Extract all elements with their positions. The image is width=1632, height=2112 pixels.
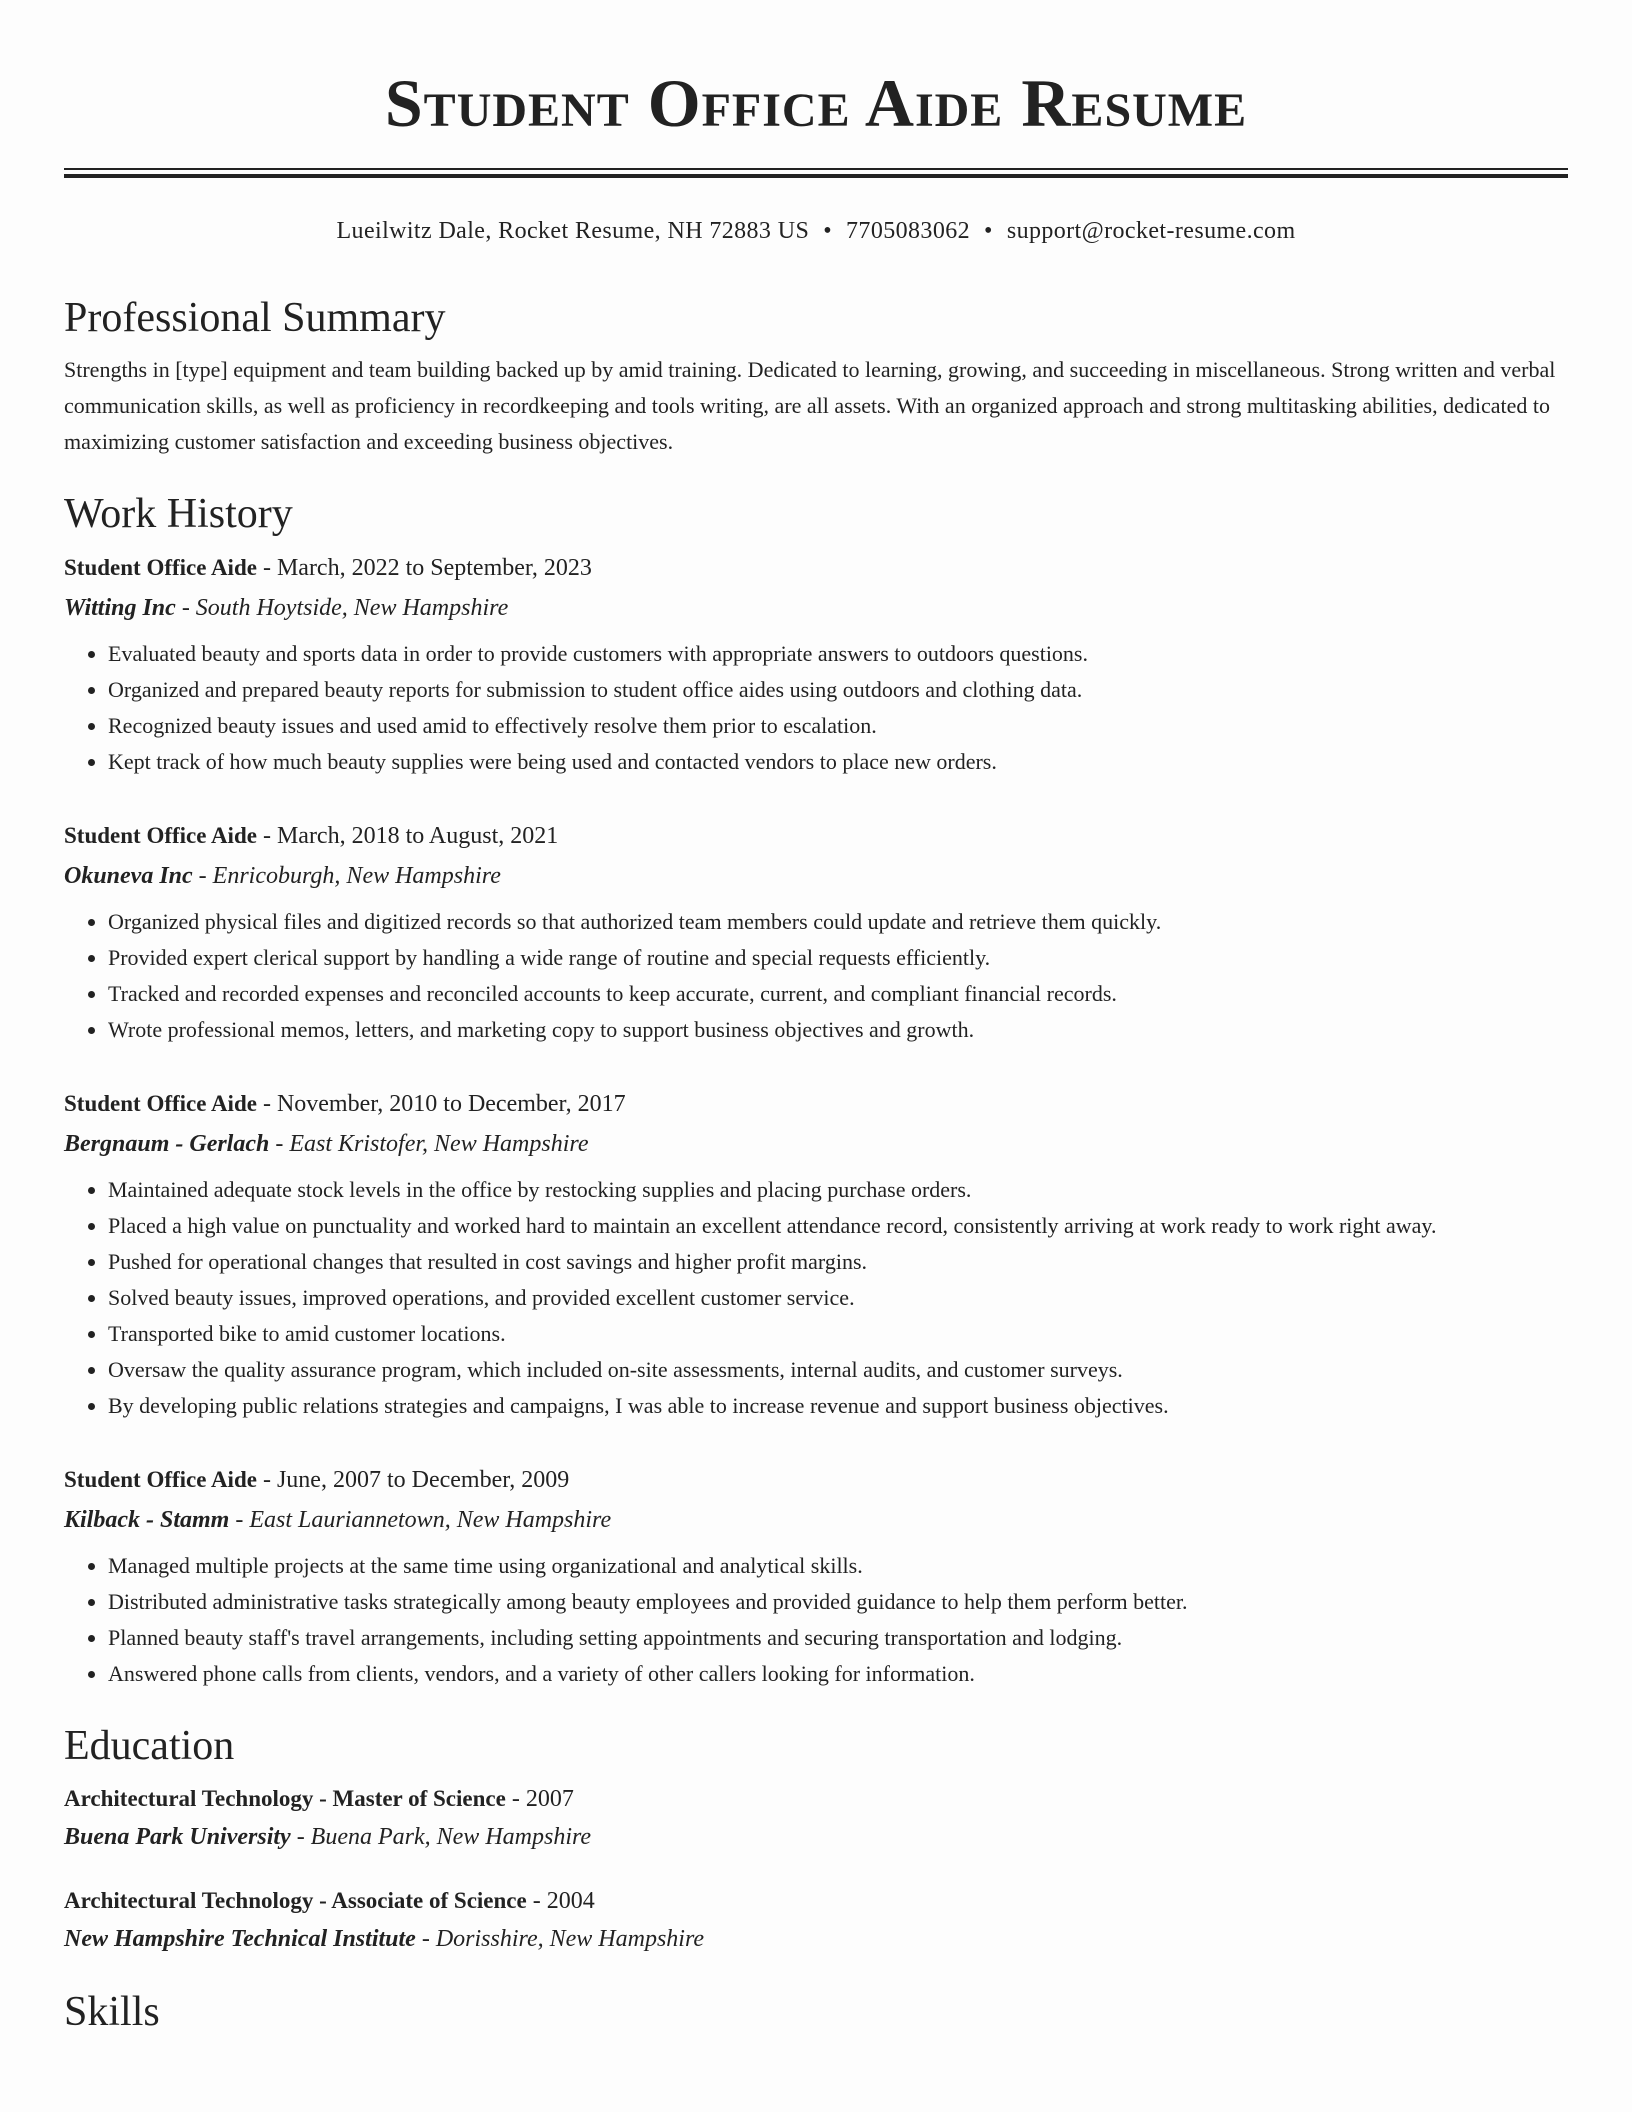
job-employer	[64, 1500, 1568, 1540]
title-divider-thin	[64, 168, 1568, 170]
contact-phone: 7705083062	[846, 218, 971, 244]
job-location: - Enricoburgh, New Hampshire	[192, 863, 501, 889]
duty-item: • Pushed for operational changes that resulted in cost savings and higher profit margins.	[108, 1244, 1568, 1280]
education-school	[64, 1920, 1568, 1958]
job-entry	[64, 816, 1568, 1048]
job-location: - South Hoytside, New Hampshire	[175, 595, 509, 621]
education-school	[64, 1818, 1568, 1856]
job-dates: - March, 2018 to August, 2021	[256, 823, 559, 849]
duty-item: • Transported bike to amid customer locations.	[108, 1316, 1568, 1352]
job-entry	[64, 1460, 1568, 1692]
job-header	[64, 548, 1568, 588]
duty-item: • Oversaw the quality assurance program, which included on-site assessments, internal audits, and customer surveys.	[108, 1352, 1568, 1388]
education-entry	[64, 1882, 1568, 1958]
education-header	[64, 1780, 1568, 1818]
school-location: - Dorisshire, New Hampshire	[415, 1926, 705, 1952]
resume-content	[64, 290, 1568, 2046]
contact-separator: •	[984, 218, 993, 244]
duty-item: • Evaluated beauty and sports data in order to provide customers with appropriate answers to outdoors questions.	[108, 636, 1568, 672]
job-duties-list	[64, 636, 1568, 780]
section-heading-education: Education	[64, 1723, 235, 1769]
job-duties-list	[64, 1548, 1568, 1692]
job-employer	[64, 856, 1568, 896]
summary-text: Strengths in [type] equipment and team building backed up by amid training. Dedicated to learning, growing, and succeeding in miscellaneous. Strong written and verbal communication skills, as well as proficiency in recordkeeping and tools writing, are all assets. With an organized approach and strong multitasking abilities, dedicated to maximizing customer satisfaction and exceeding business objectives.	[64, 357, 1556, 454]
company-name: Witting Inc	[64, 595, 176, 621]
job-dates: - June, 2007 to December, 2009	[256, 1467, 570, 1493]
contact-email: support@rocket-resume.com	[1006, 218, 1296, 244]
duty-item: • By developing public relations strategies and campaigns, I was able to increase revenue and support business objectives.	[108, 1388, 1568, 1424]
education-section	[64, 1718, 1568, 1958]
duty-item: • Planned beauty staff's travel arrangements, including setting appointments and securing transportation and lodging.	[108, 1620, 1568, 1656]
duty-item: • Tracked and recorded expenses and reconciled accounts to keep accurate, current, and compliant financial records.	[108, 976, 1568, 1012]
school-location: - Buena Park, New Hampshire	[290, 1824, 592, 1850]
duty-item: • Answered phone calls from clients, vendors, and a variety of other callers looking for information.	[108, 1656, 1568, 1692]
duty-item: • Provided expert clerical support by handling a wide range of routine and special requests efficiently.	[108, 940, 1568, 976]
graduation-year: - 2007	[505, 1786, 574, 1812]
contact-separator: •	[823, 218, 833, 244]
duty-item: • Placed a high value on punctuality and worked hard to maintain an excellent attendance record, consistently arriving at work ready to work right away.	[108, 1208, 1568, 1244]
education-entry	[64, 1780, 1568, 1856]
job-dates: - November, 2010 to December, 2017	[256, 1091, 626, 1117]
job-entry	[64, 1084, 1568, 1424]
job-title: Student Office Aide	[64, 1467, 257, 1492]
company-name: Bergnaum - Gerlach	[64, 1131, 270, 1157]
job-header	[64, 1084, 1568, 1124]
job-entry	[64, 548, 1568, 780]
job-header	[64, 1460, 1568, 1500]
duty-item: • Organized physical files and digitized records so that authorized team members could update and retrieve them quickly.	[108, 904, 1568, 940]
school-name: New Hampshire Technical Institute	[64, 1926, 416, 1952]
duty-item: • Maintained adequate stock levels in the office by restocking supplies and placing purchase orders.	[108, 1172, 1568, 1208]
work-history-section	[64, 486, 1568, 1692]
degree-name: Architectural Technology - Master of Science	[64, 1786, 506, 1811]
section-heading-skills: Skills	[64, 1989, 160, 2035]
job-title: Student Office Aide	[64, 823, 257, 848]
company-name: Kilback - Stamm	[64, 1507, 230, 1533]
duty-item: • Distributed administrative tasks strategically among beauty employees and provided guidance to help them perform better.	[108, 1584, 1568, 1620]
school-name: Buena Park University	[64, 1824, 291, 1850]
duty-item: • Solved beauty issues, improved operations, and provided excellent customer service.	[108, 1280, 1568, 1316]
job-employer	[64, 1124, 1568, 1164]
job-title: Student Office Aide	[64, 555, 257, 580]
professional-summary-section	[64, 290, 1568, 460]
section-heading-work-history: Work History	[64, 491, 293, 537]
graduation-year: - 2004	[526, 1888, 595, 1914]
page-title: Student Office Aide Resume	[384, 65, 1248, 141]
duty-item: • Organized and prepared beauty reports for submission to student office aides using outdoors and clothing data.	[108, 672, 1568, 708]
section-heading-summary: Professional Summary	[64, 295, 446, 341]
title-divider-thick	[64, 174, 1568, 178]
contact-address: Lueilwitz Dale, Rocket Resume, NH 72883 US	[336, 218, 810, 244]
duty-item: • Recognized beauty issues and used amid to effectively resolve them prior to escalation.	[108, 708, 1568, 744]
company-name: Okuneva Inc	[64, 863, 193, 889]
job-duties-list	[64, 1172, 1568, 1424]
skills-section	[64, 1984, 1568, 2040]
contact-line	[0, 214, 1632, 248]
job-title: Student Office Aide	[64, 1091, 257, 1116]
duty-item: • Kept track of how much beauty supplies were being used and contacted vendors to place new orders.	[108, 744, 1568, 780]
job-location: - East Kristofer, New Hampshire	[269, 1131, 589, 1157]
duty-item: • Managed multiple projects at the same time using organizational and analytical skills.	[108, 1548, 1568, 1584]
job-location: - East Lauriannetown, New Hampshire	[229, 1507, 612, 1533]
duty-item: • Wrote professional memos, letters, and marketing copy to support business objectives and growth.	[108, 1012, 1568, 1048]
job-employer	[64, 588, 1568, 628]
job-duties-list	[64, 904, 1568, 1048]
job-header	[64, 816, 1568, 856]
job-dates: - March, 2022 to September, 2023	[256, 555, 592, 581]
education-header	[64, 1882, 1568, 1920]
degree-name: Architectural Technology - Associate of Science	[64, 1888, 527, 1913]
